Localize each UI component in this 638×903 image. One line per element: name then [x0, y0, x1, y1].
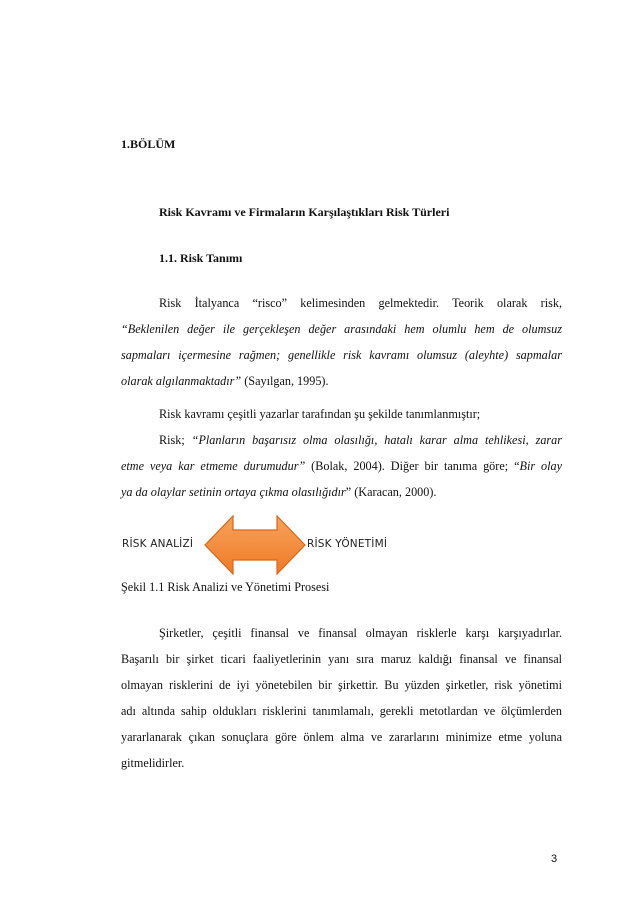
quote-text: sapmaları içermesine rağmen; genellikle risk kavramı olumsuz (aleyhte) sapmalar	[121, 348, 562, 362]
chapter-title: 1.BÖLÜM	[121, 137, 176, 151]
quote-text: “Beklenilen değer ile gerçekleşen değer arasındaki hem olumlu hem de olumsuz	[121, 322, 562, 336]
paragraph-risk-author-definitions	[121, 401, 562, 505]
quote-text: olarak algılanmaktadır”	[121, 374, 242, 388]
section-title: Risk Kavramı ve Firmaların Karşılaştıkları Risk Türleri	[159, 205, 450, 219]
paragraph-line: Risk kavramı çeşitli yazarlar tarafından şu şekilde tanımlanmıştır;	[159, 407, 481, 421]
quote-text: Bir olay	[519, 459, 563, 473]
paragraph-line	[121, 342, 562, 368]
paragraph-line: Başarılı bir şirket ticari faaliyetlerinin yanı sıra maruz kaldığı finansal ve finansal	[121, 652, 562, 666]
paragraph-line	[121, 479, 562, 505]
risk-management-label: RİSK YÖNETİMİ	[307, 538, 388, 550]
paragraph-line: Risk İtalyanca “risco” kelimesinden gelmektedir. Teorik olarak risk,	[159, 296, 562, 310]
citation-text: ” (Karacan, 2000).	[345, 485, 437, 499]
plain-text: Risk;	[159, 433, 192, 447]
paragraph-line: Şirketler, çeşitli finansal ve finansal olmayan risklerle karşı karşıyadırlar.	[159, 626, 562, 640]
paragraph-company-risks	[121, 620, 562, 776]
quote-text: ya da olaylar setinin ortaya çıkma olasılığıdır	[121, 485, 346, 499]
paragraph-line: olmayan risklerini de iyi yönetebilen bir şirkettir. Bu yüzden şirketler, risk yönetimi	[121, 678, 562, 692]
paragraph-line	[121, 316, 562, 342]
paragraph-line	[121, 453, 562, 479]
paragraph-risk-definition	[121, 290, 562, 394]
paragraph-line: gitmelidirler.	[121, 756, 185, 770]
risk-analysis-label: RİSK ANALİZİ	[122, 538, 194, 550]
subsection-title: 1.1. Risk Tanımı	[159, 251, 243, 265]
figure-caption: Şekil 1.1 Risk Analizi ve Yönetimi Prosesi	[121, 580, 330, 594]
quote-text: “Planların başarısız olma olasılığı, hatalı karar alma tehlikesi, zarar	[191, 433, 562, 447]
paragraph-line	[121, 427, 562, 453]
citation-text: (Bolak, 2004). Diğer bir tanıma göre; “	[305, 459, 520, 473]
citation-text: (Sayılgan, 1995).	[241, 374, 329, 388]
quote-text: etme veya kar etmeme durumudur”	[121, 459, 306, 473]
page-number: 3	[551, 853, 558, 865]
paragraph-line: yararlanarak çıkan sonuçlara göre önlem alma ve zararlarını minimize etme yoluna	[121, 730, 562, 744]
paragraph-line: adı altında sahip oldukları risklerini tanımlamalı, gerekli metotlardan ve ölçümlerden	[121, 704, 562, 718]
paragraph-line	[121, 368, 562, 394]
risk-process-diagram	[121, 512, 421, 576]
